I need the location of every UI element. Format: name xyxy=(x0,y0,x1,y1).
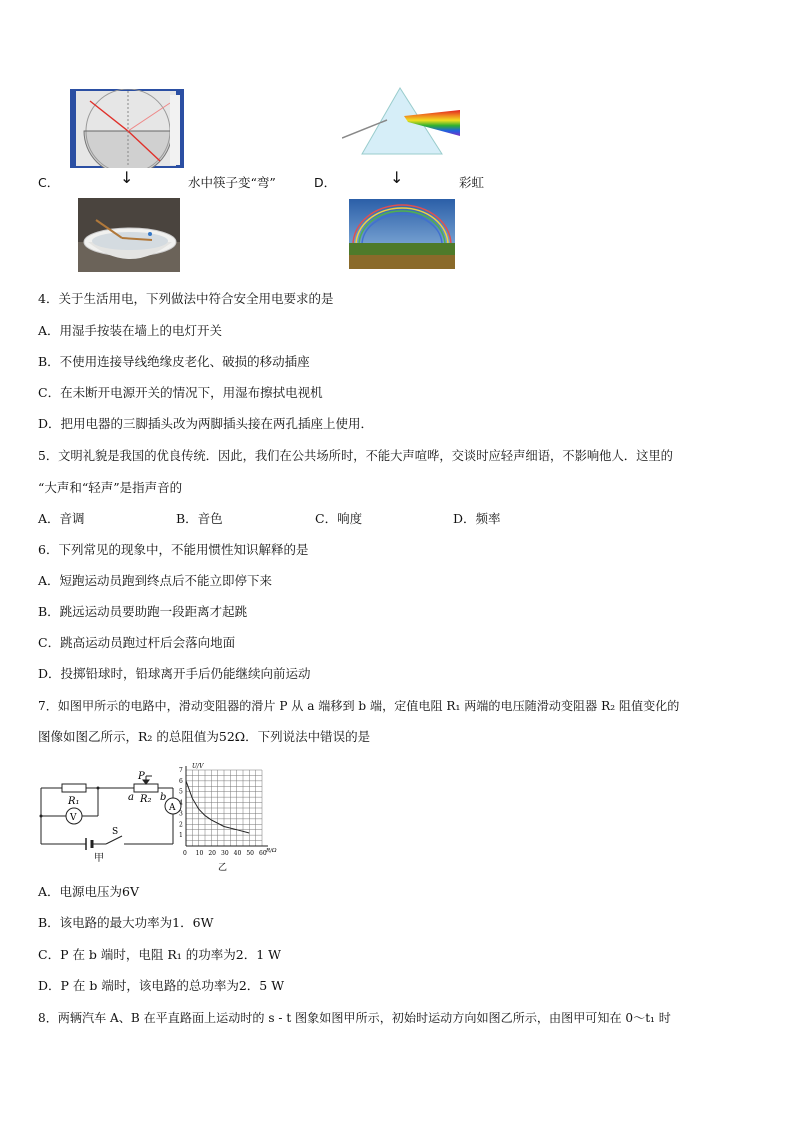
chart-caption: 乙 xyxy=(218,863,228,873)
circuit-diagram xyxy=(36,768,186,864)
question-7-option-a: A．电源电压为6V xyxy=(38,884,140,899)
chart-y-tick-label: 3 xyxy=(179,810,183,818)
switch-symbol xyxy=(106,836,122,844)
resistor-r2-symbol xyxy=(134,784,158,792)
voltmeter-label: V xyxy=(70,813,77,823)
question-5-stem-line-1: 5．文明礼貌是我国的优良传统．因此，我们在公共场所时，不能大声喧哗，交谈时应轻声细语，不影响他人．这里的 xyxy=(38,449,673,463)
circuit-label-a: a xyxy=(128,792,134,803)
ammeter-label: A xyxy=(169,803,176,813)
chart-y-tick-label: 1 xyxy=(179,832,183,840)
option-c-letter: C． xyxy=(38,175,60,190)
question-6-option-a: A．短跑运动员跑到终点后不能立即停下来 xyxy=(38,573,273,588)
question-7-option-b: B．该电路的最大功率为1．6W xyxy=(38,915,214,930)
chart-y-tick-label: 6 xyxy=(179,777,183,785)
rainbow-landscape-photo xyxy=(349,199,455,269)
question-4-option-c: C．在未断开电源开关的情况下，用湿布擦拭电视机 xyxy=(38,385,323,400)
chart-y-tick-label: 4 xyxy=(179,799,183,807)
question-6-option-b: B．跳远运动员要助跑一段距离才起跳 xyxy=(38,604,248,619)
option-d-down-arrow-icon: ↓ xyxy=(390,168,404,187)
chart-x-axis-label: R/Ω xyxy=(266,848,277,854)
chart-y-tick-label: 2 xyxy=(179,821,183,829)
chart-y-tick-label: 7 xyxy=(179,767,183,774)
circuit-label-r1: R₁ xyxy=(68,796,80,807)
protractor-refraction-photo xyxy=(70,89,184,168)
chart-x-tick-label: 60 xyxy=(259,850,267,857)
question-6-option-c: C．跳高运动员跑过杆后会落向地面 xyxy=(38,635,236,650)
question-5-stem-line-2: “大声和“轻声”是指声音的 xyxy=(38,480,183,495)
prism-spectrum-photo xyxy=(342,86,460,158)
chart-x-tick-label: 0 xyxy=(183,850,187,857)
chart-y-tick-label: 5 xyxy=(179,788,183,796)
circuit-caption: 甲 xyxy=(94,853,104,864)
option-d-caption: 彩虹 xyxy=(459,175,485,190)
voltage-resistance-chart xyxy=(172,760,284,876)
question-5-option-c: C．响度 xyxy=(315,511,363,526)
option-c-down-arrow-icon: ↓ xyxy=(120,168,134,187)
question-6-stem: 6．下列常见的现象中，不能用惯性知识解释的是 xyxy=(38,542,309,557)
question-4-option-d: D．把用电器的三脚插头改为两脚插头接在两孔插座上使用． xyxy=(38,416,374,431)
chart-x-tick-label: 30 xyxy=(221,850,229,857)
question-7-option-c: C．P 在 b 端时，电阻 R₁ 的功率为2．1 W xyxy=(38,947,281,962)
chart-x-tick-label: 10 xyxy=(195,850,204,857)
chart-y-axis-label: U/V xyxy=(192,763,204,770)
question-6-option-d: D．投掷铅球时，铅球离开手后仍能继续向前运动 xyxy=(38,666,311,681)
question-7-stem-line-2: 图像如图乙所示，R₂ 的总阻值为52Ω．下列说法中错误的是 xyxy=(38,729,371,744)
circuit-label-b: b xyxy=(160,792,167,803)
resistor-r1-symbol xyxy=(62,784,86,792)
question-7-stem-line-1: 7．如图甲所示的电路中，滑动变阻器的滑片 P 从 a 端移到 b 端，定值电阻 R₁ 两端的电压随滑动变阻器 R₂ 阻值变化的 xyxy=(38,699,680,713)
question-4-option-a: A．用湿手按装在墙上的电灯开关 xyxy=(38,323,223,338)
chart-x-tick-label: 40 xyxy=(233,850,242,857)
question-7-option-d: D．P 在 b 端时，该电路的总功率为2．5 W xyxy=(38,978,285,993)
option-c-caption: 水中筷子变“弯” xyxy=(188,175,276,190)
chopsticks-in-bowl-photo xyxy=(78,198,180,272)
switch-label: S xyxy=(112,827,119,837)
circuit-label-r2: R₂ xyxy=(140,794,152,805)
question-5-option-a: A．音调 xyxy=(38,511,85,526)
question-4-option-b: B．不使用连接导线绝缘皮老化、破损的移动插座 xyxy=(38,354,310,369)
question-8-stem: 8．两辆汽车 A、B 在平直路面上运动时的 s - t 图象如图甲所示，初始时运动方向如图乙所示，由图甲可知在 0～t₁ 时 xyxy=(38,1011,671,1025)
circuit-label-p: P xyxy=(138,771,145,782)
question-5-option-d: D．频率 xyxy=(453,511,501,526)
chart-x-tick-label: 50 xyxy=(246,850,254,857)
chart-x-tick-label: 20 xyxy=(208,850,216,857)
option-d-letter: D． xyxy=(314,175,337,190)
question-5-option-b: B．音色 xyxy=(176,511,223,526)
question-4-stem: 4．关于生活用电，下列做法中符合安全用电要求的是 xyxy=(38,291,334,306)
